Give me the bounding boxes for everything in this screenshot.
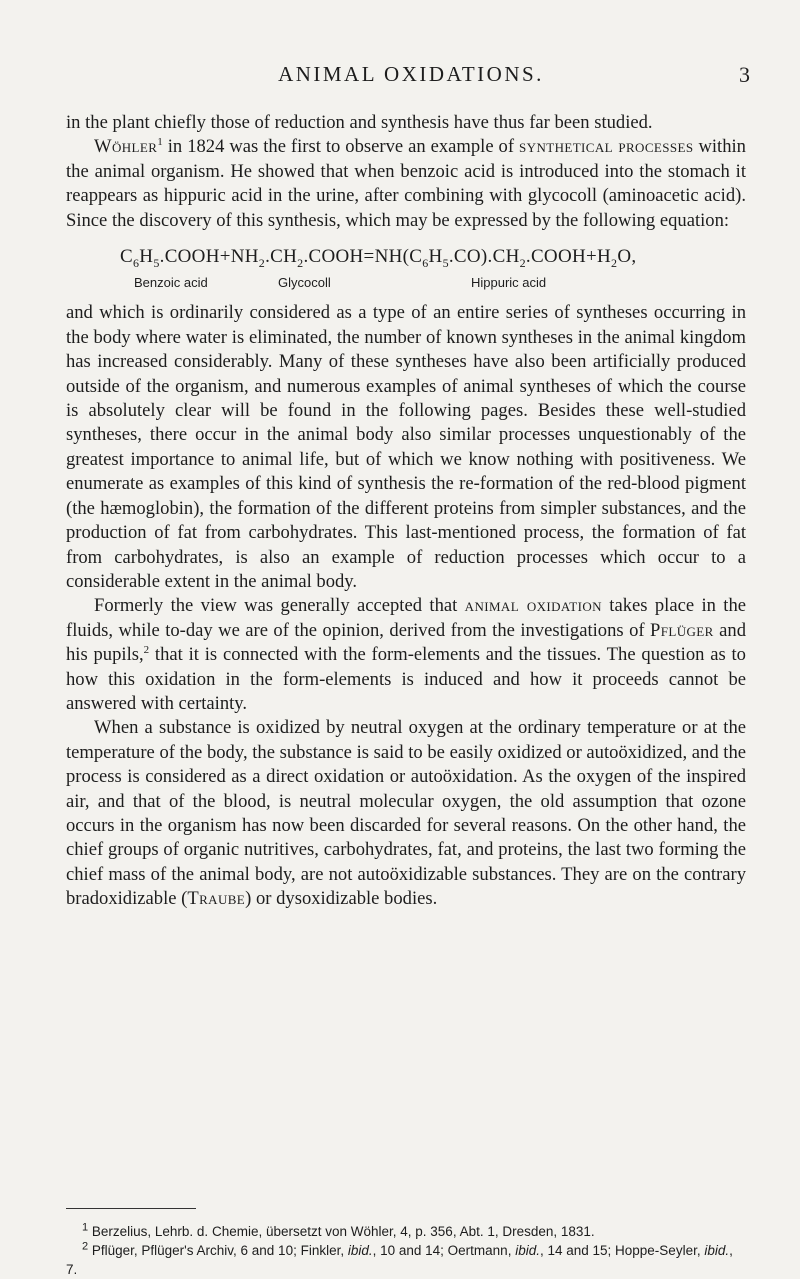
footnote-rule (66, 1208, 196, 1209)
running-title: ANIMAL OXIDATIONS. (278, 62, 544, 86)
footnote-1: $^1$ Berzelius, Lehrb. d. Chemie, übersetzt von Wöhler, 4, p. 356, Abt. 1, Dresden, 1831. (82, 1221, 595, 1239)
paragraph-2 (66, 135, 746, 233)
paragraph-1: in the plant chiefly those of reduction and synthesis have thus far been studied. (66, 112, 653, 133)
page-number: 3 (739, 62, 750, 87)
footnote-2: $^2$ Pflüger, Pflüger's Archiv, 6 and 10; Finkler, ibid., 10 and 14; Oertmann, ibid., 14 and 15; Hoppe-Seyler, ibid., 7. (66, 1240, 733, 1277)
footnote-ref-2: 2 (143, 643, 150, 656)
chemical-equation (66, 245, 746, 291)
label-hippuric-acid: Hippuric acid (471, 275, 547, 291)
label-glycocoll: Glycocoll (278, 275, 331, 291)
running-header (72, 62, 750, 92)
label-benzoic-acid: Benzoic acid (134, 275, 208, 291)
paragraph-5: When a substance is oxidized by neutral oxygen at the ordinary temperature or at the temperature of the body, the substance is said to be easily oxidized or autoöxidized, and the process is considered as a direct oxidation or autoöxidation. As the oxygen of the inspired air, and that of the blood, is neutral molecular oxygen, the old assumption that ozone occurs in the organism has now been discarded for several reasons. On the other hand, the chief groups of organic nutritives, carbohydrates, fat, and proteins, the last two forming the chief mass of the animal body, are not autoöxidizable substances. They are on the contrary bradoxidizable (Traube) or dysoxidizable bodies. (66, 717, 746, 910)
paragraph-3: and which is ordinarily considered as a type of an entire series of syntheses occurring in the body where water is eliminated, the number of known syntheses in the animal kingdom has increased considerably. Many of these syntheses have also been artificially produced outside of the organism, and numerous examples of animal syntheses of which the course is absolutely clear will be found in the following pages. Besides these well-studied syntheses, there occur in the animal body also similar processes unquestionably of the greatest importance to animal life, but of which we know nothing with positiveness. We enumerate as examples of this kind of synthesis the re-formation of the red-blood pigment (the hæmoglobin), the formation of the different proteins from simpler substances, and the production of fat from carbohydrates. This last-mentioned process, the formation of fat from carbohydrates, is also an example of reduction processes which occur to a considerable extent in the animal body. (66, 302, 746, 592)
paragraph-2-text-a: in 1824 was the first to observe an example of (162, 136, 520, 158)
footnote-ref-1: 1 (157, 136, 163, 149)
equation-labels (66, 271, 746, 291)
paragraph-2-text-b: within the animal organism. He showed that when benzoic acid is introduced into the stomach it reappears as hippuric acid in the urine, after combining with glycocoll (aminoacetic acid). Since the discovery of this synthesis, which may be expressed by the following equation: (66, 136, 746, 231)
author-name: Wöhler (94, 136, 158, 158)
equation-formula: $C_6H_5.COOH+NH_2.CH_2.COOH=NH(C_6H_5.CO).CH_2.COOH+H_2O$, (120, 246, 637, 270)
body-text (66, 111, 746, 912)
author-traube: Traube (187, 888, 246, 910)
term-synthetical: synthetical processes (519, 136, 694, 158)
footnotes (66, 1222, 746, 1279)
author-pfluger: Pflüger (650, 619, 714, 641)
paragraph-4: Formerly the view was generally accepted that animal oxidation takes place in the fluids, while to-day we are of the opinion, derived from the investigations of Pflüger and his pupils,$^2$ that it is connected with the form-elements and the tissues. The question as to how this oxidation in the form-elements is induced and how it proceeds cannot be answered with certainty. (66, 595, 747, 714)
term-animal-oxidation: animal oxidation (464, 595, 602, 617)
